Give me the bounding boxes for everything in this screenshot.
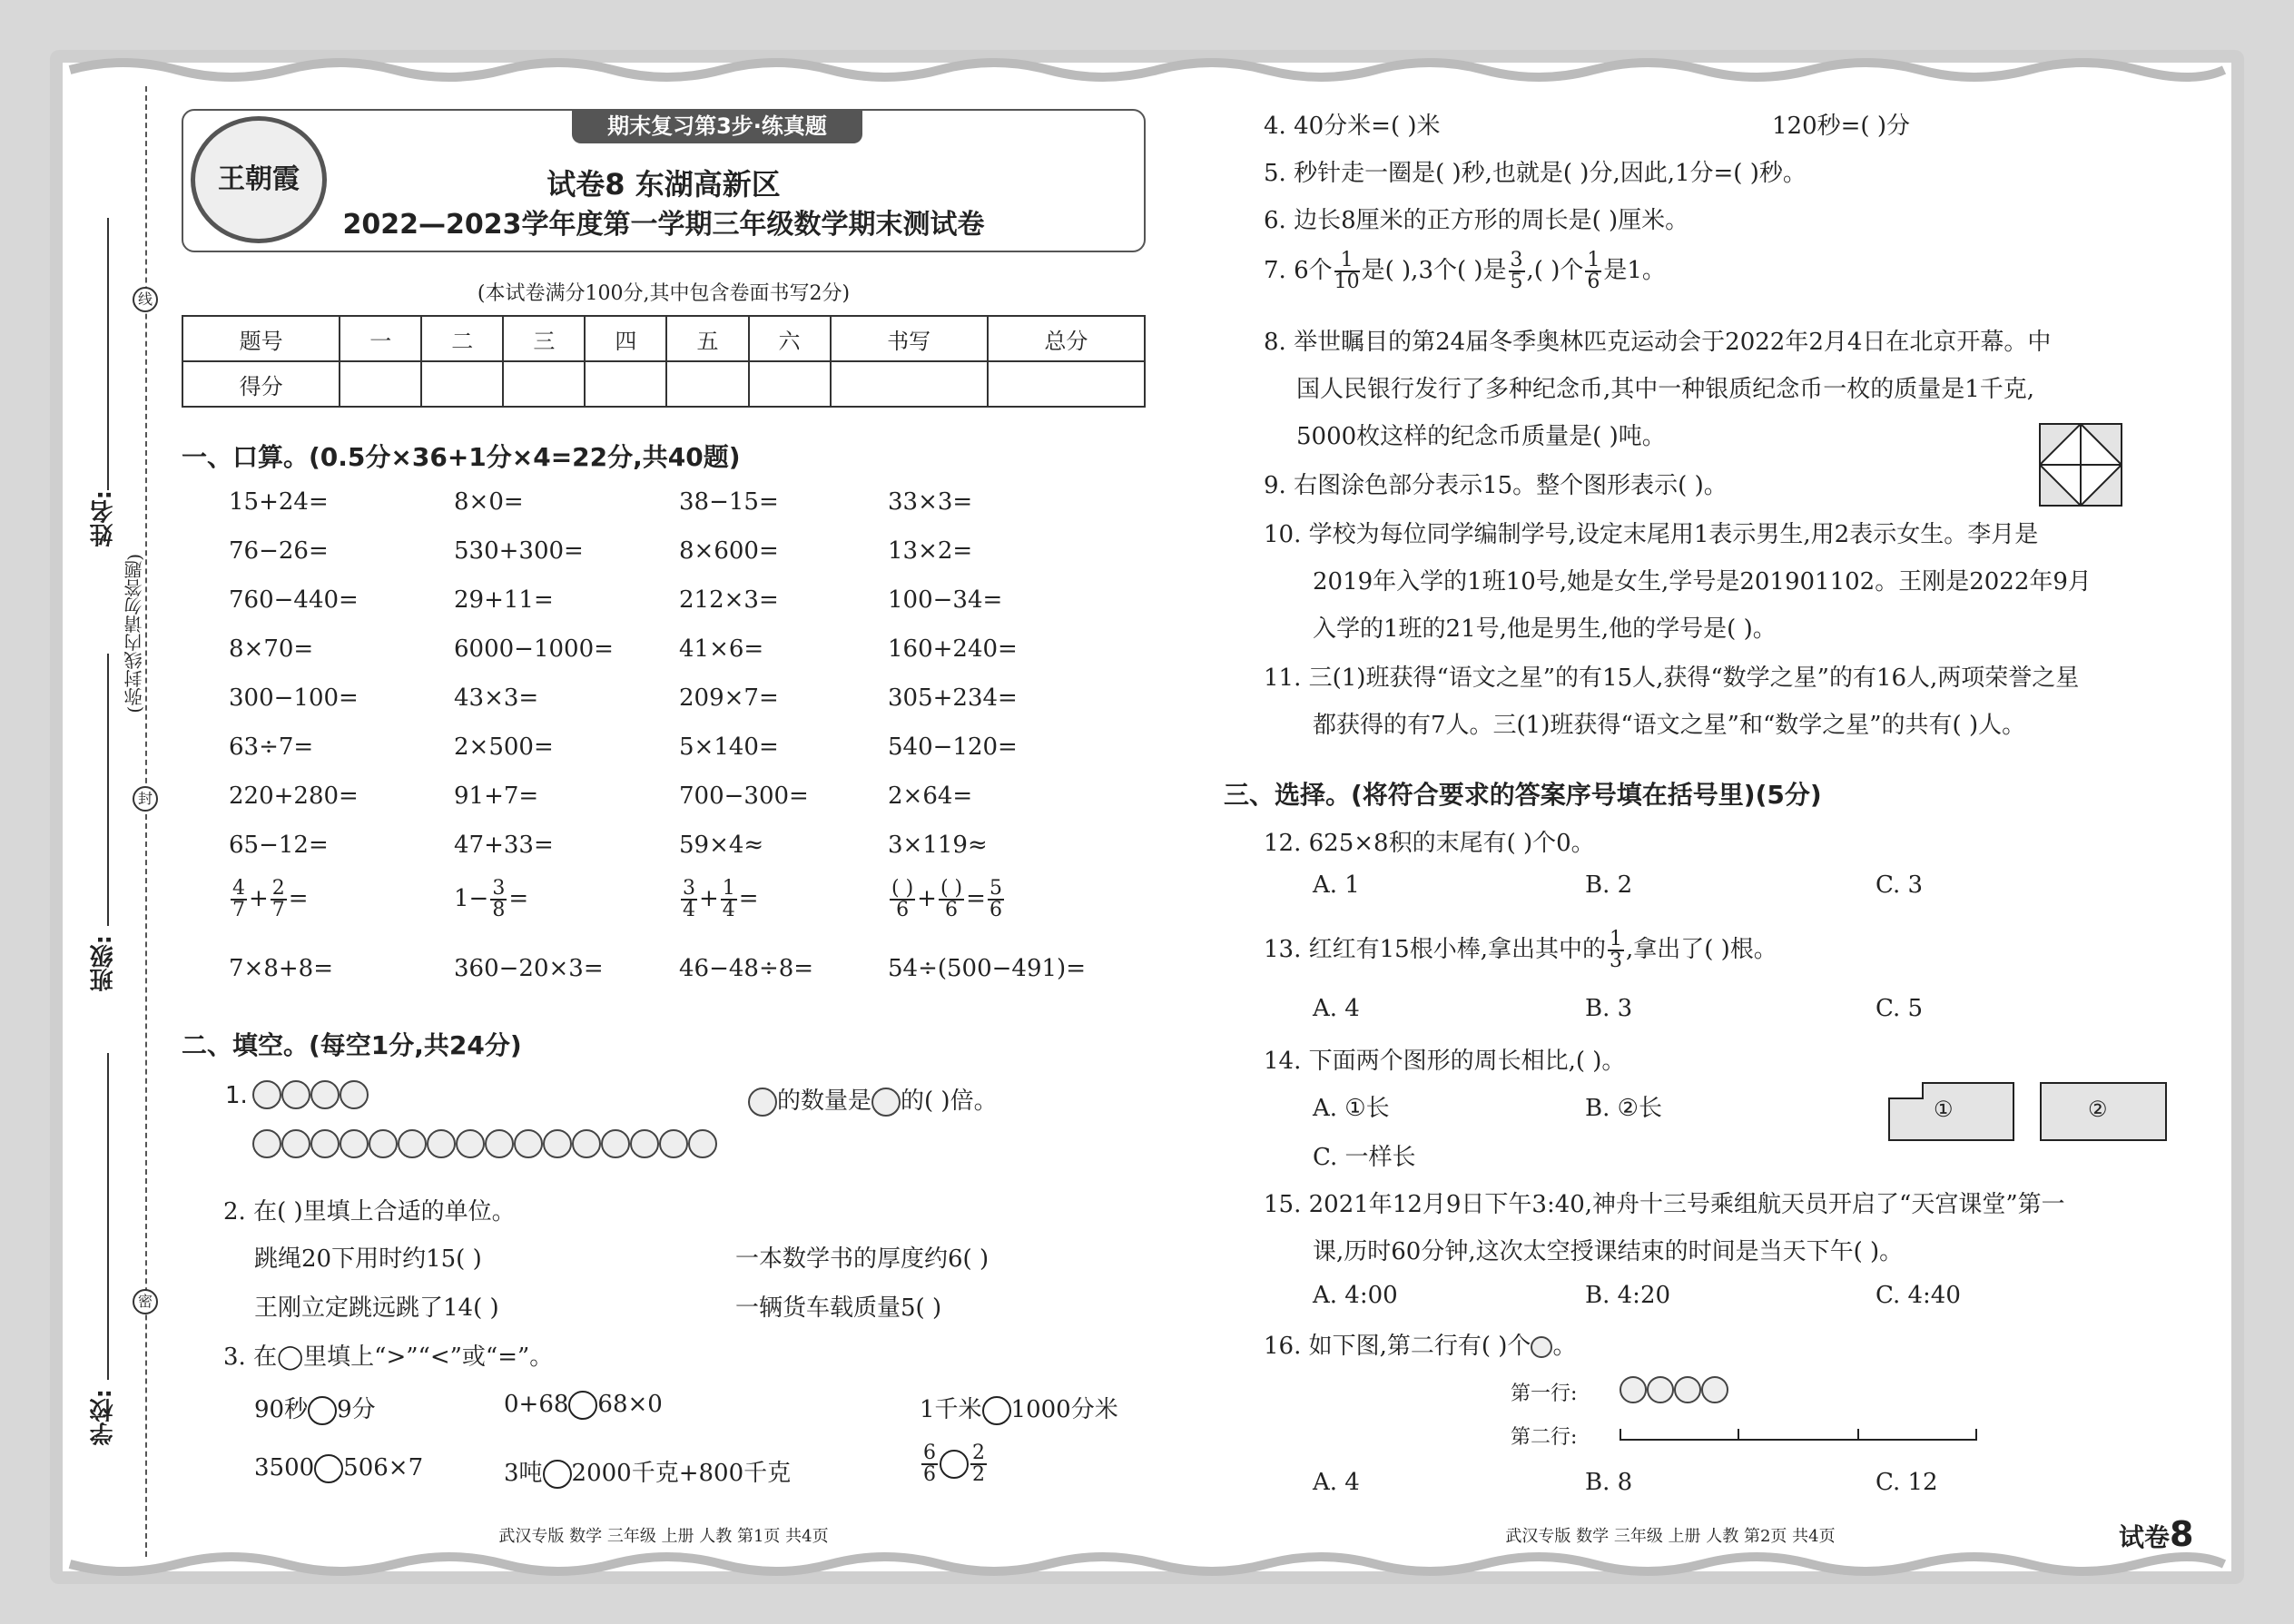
q4-b: 120秒=( )分 xyxy=(1772,113,1910,140)
calc-item: 540−120= xyxy=(888,733,1018,761)
q1-text-a: 的数量是 xyxy=(777,1088,872,1115)
small-circle-icon xyxy=(1531,1336,1552,1358)
pear-icon xyxy=(427,1129,456,1158)
score-col: 二 xyxy=(421,316,503,361)
q13-option-a[interactable]: A. 4 xyxy=(1313,995,1360,1022)
q13-option-c[interactable]: C. 5 xyxy=(1876,995,1924,1022)
calc-item: 13×2= xyxy=(888,537,973,565)
q16-text: 16. 如下图,第二行有( )个 xyxy=(1264,1333,1531,1360)
compare-circle[interactable] xyxy=(940,1450,969,1479)
score-col: 书写 xyxy=(831,316,988,361)
row2-label: 第二行: xyxy=(1511,1426,1578,1449)
calc-item: 220+280= xyxy=(229,782,359,810)
banner: 期末复习第3步·练真题 xyxy=(572,109,862,143)
score-row-label: 得分 xyxy=(182,361,340,407)
score-cell[interactable] xyxy=(585,361,666,407)
calc-item: 300−100= xyxy=(229,684,359,712)
compare-circle[interactable] xyxy=(568,1391,597,1420)
q8-line1: 8. 举世瞩目的第24届冬季奥林匹克运动会于2022年2月4日在北京开幕。中 xyxy=(1264,329,2052,356)
calc-text: 1− xyxy=(454,885,489,912)
q3-right: 68×0 xyxy=(597,1391,663,1418)
score-cell[interactable] xyxy=(988,361,1145,407)
frac-den: 4 xyxy=(722,899,735,921)
frac-den: 5 xyxy=(1510,271,1523,293)
pear-row xyxy=(252,1129,717,1158)
q3-right: 9分 xyxy=(337,1396,376,1423)
mi-tag: 密 xyxy=(133,1289,158,1314)
score-cell[interactable] xyxy=(666,361,748,407)
fraction-row-3: $\frac{3}{4}$ + $\frac{1}{4}$ = xyxy=(683,877,759,921)
q3-f xyxy=(920,1443,989,1485)
pear-icon xyxy=(456,1129,485,1158)
frac-den: 4 xyxy=(683,899,695,921)
q2-d: 一辆货车载质量5( ) xyxy=(735,1294,942,1322)
q1-text-b: 的( )倍。 xyxy=(901,1088,998,1115)
logo: 王朝霞 xyxy=(191,116,327,243)
q16-option-a[interactable]: A. 4 xyxy=(1313,1469,1360,1496)
q3-c xyxy=(920,1391,1118,1425)
frac-den: 10 xyxy=(1334,271,1360,293)
section3-title: 三、选择。(将符合要求的答案序号填在括号里)(5分) xyxy=(1224,780,1822,810)
frac-num[interactable]: ( ) xyxy=(891,877,914,900)
fraction-row-2: 1− $\frac{3}{8}$ = xyxy=(454,877,529,921)
row1-circles xyxy=(1620,1376,1728,1403)
calc-last-1: 7×8+8= xyxy=(229,955,333,982)
line-tag: 线 xyxy=(133,287,158,312)
apple-row xyxy=(252,1080,369,1109)
pear-icon xyxy=(252,1129,281,1158)
calc-item: 43×3= xyxy=(454,684,539,712)
frac-num: 2 xyxy=(271,877,285,900)
q13 xyxy=(1264,930,1777,971)
calc-item: 160+240= xyxy=(888,635,1018,663)
calc-item: 212×3= xyxy=(679,586,779,614)
calc-item: 8×600= xyxy=(679,537,779,565)
frac-num: 3 xyxy=(1510,249,1523,271)
score-cell[interactable] xyxy=(749,361,831,407)
q7-d: 是1。 xyxy=(1603,257,1666,284)
q3-left: 90秒 xyxy=(254,1396,309,1423)
q12: 12. 625×8积的末尾有( )个0。 xyxy=(1264,830,1595,857)
q13-a: 13. 红红有15根小棒,拿出其中的 xyxy=(1264,936,1606,963)
score-col: 一 xyxy=(340,316,421,361)
frac-den: 6 xyxy=(945,899,959,921)
section2-title: 二、填空。(每空1分,共24分) xyxy=(182,1030,522,1060)
calc-last-2: 360−20×3= xyxy=(454,955,604,982)
q3-left: 0+68 xyxy=(504,1391,569,1418)
q8-line2: 国人民银行发行了多种纪念币,其中一种银质纪念币一枚的质量是1千克, xyxy=(1296,376,2035,403)
apple-icon xyxy=(340,1080,369,1109)
pear-icon xyxy=(398,1129,427,1158)
calc-item: 63÷7= xyxy=(229,733,314,761)
name-label: 姓名: xyxy=(90,490,117,547)
small-circle-icon xyxy=(1674,1376,1701,1403)
calc-item: 3×119≈ xyxy=(888,832,988,859)
q16-option-b[interactable]: B. 8 xyxy=(1585,1469,1633,1496)
pear-icon xyxy=(630,1129,659,1158)
seal-tag: 封 xyxy=(133,786,158,812)
perimeter-shapes-figure xyxy=(1888,1082,2170,1142)
calc-item: 2×64= xyxy=(888,782,973,810)
frac-num: 6 xyxy=(923,1442,936,1464)
pear-icon xyxy=(659,1129,688,1158)
q3-left: 1千米 xyxy=(920,1396,982,1423)
frac-den: 6 xyxy=(896,899,910,921)
row1-label: 第一行: xyxy=(1511,1383,1578,1405)
fraction-row: $\frac{4}{7}$ + $\frac{2}{7}$ = xyxy=(232,877,309,921)
q3-right: 2000千克+800千克 xyxy=(571,1460,792,1487)
q3-right: 506×7 xyxy=(343,1454,424,1481)
calc-item: 8×70= xyxy=(229,635,314,663)
q1-number: 1. xyxy=(225,1082,248,1109)
pear-icon xyxy=(601,1129,630,1158)
small-circle-icon xyxy=(1701,1376,1728,1403)
calc-item: 700−300= xyxy=(679,782,809,810)
calc-item: 305+234= xyxy=(888,684,1018,712)
calc-item: 76−26= xyxy=(229,537,329,565)
frac-den: 7 xyxy=(271,899,285,921)
calc-item: 760−440= xyxy=(229,586,359,614)
score-header-row xyxy=(182,316,1145,361)
frac-num: 1 xyxy=(1609,928,1622,950)
shaded-square-figure xyxy=(2039,423,2122,507)
score-cell[interactable] xyxy=(340,361,421,407)
section1-title: 一、口算。(0.5分×36+1分×4=22分,共40题) xyxy=(182,442,741,472)
calc-item: 6000−1000= xyxy=(454,635,614,663)
q4-a: 4. 40分米=( )米 xyxy=(1264,113,1441,140)
calc-last-4: 54÷(500−491)= xyxy=(888,955,1086,982)
q7-a: 7. 6个 xyxy=(1264,257,1333,284)
compare-circle[interactable] xyxy=(314,1454,343,1483)
frac-den: 2 xyxy=(972,1463,985,1486)
q15-line1: 15. 2021年12月9日下午3:40,神舟十三号乘组航天员开启了“天宫课堂”第一 xyxy=(1264,1191,2065,1218)
class-field[interactable] xyxy=(107,654,109,926)
q12-option-a[interactable]: A. 1 xyxy=(1313,871,1360,899)
frac-den: 3 xyxy=(1609,950,1622,972)
q12-option-b[interactable]: B. 2 xyxy=(1585,871,1633,899)
frac-num: 1 xyxy=(1587,249,1600,271)
calc-item: 5×140= xyxy=(679,733,779,761)
q9: 9. 右图涂色部分表示15。整个图形表示( )。 xyxy=(1264,472,1728,499)
compare-circle[interactable] xyxy=(543,1460,572,1489)
q15-option-c[interactable]: C. 4:40 xyxy=(1876,1282,1961,1309)
pear-icon xyxy=(688,1129,717,1158)
q15-option-b[interactable]: B. 4:20 xyxy=(1585,1282,1671,1309)
calc-item: 8×0= xyxy=(454,488,524,516)
q15-option-a[interactable]: A. 4:00 xyxy=(1313,1282,1398,1309)
q1-text xyxy=(748,1082,998,1117)
q3-a xyxy=(254,1391,376,1425)
frac-den: 8 xyxy=(492,899,506,921)
q14-option-b[interactable]: B. ②长 xyxy=(1585,1095,1662,1122)
score-cell[interactable] xyxy=(503,361,585,407)
apple-icon xyxy=(281,1080,310,1109)
pear-icon xyxy=(369,1129,398,1158)
compare-circle[interactable] xyxy=(308,1396,337,1425)
q16-option-c[interactable]: C. 12 xyxy=(1876,1469,1938,1496)
score-col: 五 xyxy=(666,316,748,361)
shape-1-label: ① xyxy=(1934,1097,1954,1122)
pear-icon xyxy=(340,1129,369,1158)
calc-item: 91+7= xyxy=(454,782,539,810)
score-table xyxy=(182,315,1146,408)
score-col: 四 xyxy=(585,316,666,361)
pear-icon xyxy=(514,1129,543,1158)
frac-num: 1 xyxy=(722,877,735,900)
pear-icon xyxy=(572,1129,601,1158)
q8-line3: 5000枚这样的纪念币质量是( )吨。 xyxy=(1296,423,1666,450)
frac-den: 6 xyxy=(1587,271,1600,293)
q3: 3. 在◯里填上“>”“<”或“=”。 xyxy=(223,1343,554,1371)
pear-icon xyxy=(748,1088,777,1117)
page-subtitle: 2022—2023学年度第一学期三年级数学期末测试卷 xyxy=(342,209,985,241)
score-col: 六 xyxy=(749,316,831,361)
q5: 5. 秒针走一圈是( )秒,也就是( )分,因此,1分=( )秒。 xyxy=(1264,160,1807,187)
calc-item: 100−34= xyxy=(888,586,1003,614)
fraction-row-4: $\frac{( )}{6}$ + $\frac{( )}{6}$ = $\frac{5}{6}$ xyxy=(891,877,1002,921)
calc-item: 33×3= xyxy=(888,488,973,516)
class-label: 班级: xyxy=(90,935,117,992)
frac-num: 5 xyxy=(989,877,1002,900)
small-circle-icon xyxy=(1647,1376,1674,1403)
q3-d xyxy=(254,1454,423,1483)
school-label: 学校: xyxy=(90,1389,117,1446)
q10-line2: 2019年入学的1班10号,她是女生,学号是201901102。王刚是2022年9月 xyxy=(1313,568,2092,595)
calc-item: 530+300= xyxy=(454,537,584,565)
q3-left: 3500 xyxy=(254,1454,315,1481)
frac-num: 3 xyxy=(683,877,695,900)
frac-num[interactable]: ( ) xyxy=(940,877,963,900)
footer-right: 武汉专版 数学 三年级 上册 人教 第2页 共4页 xyxy=(1505,1527,1836,1546)
frac-den: 7 xyxy=(232,899,245,921)
calc-item: 209×7= xyxy=(679,684,779,712)
q16-end: 。 xyxy=(1552,1333,1577,1360)
exam-note: (本试卷满分100分,其中包含卷面书写2分) xyxy=(477,282,851,305)
calc-item: 47+33= xyxy=(454,832,554,859)
no-answer-warning: (弥封线内请勿答题) xyxy=(123,554,145,714)
q12-option-c[interactable]: C. 3 xyxy=(1876,871,1924,899)
q14-option-c[interactable]: C. 一样长 xyxy=(1313,1144,1416,1171)
q13-b: ,拿出了( )根。 xyxy=(1625,936,1777,963)
footer-left: 武汉专版 数学 三年级 上册 人教 第1页 共4页 xyxy=(498,1527,829,1546)
calc-item: 29+11= xyxy=(454,586,554,614)
score-cell[interactable] xyxy=(831,361,988,407)
name-field[interactable] xyxy=(107,218,109,490)
badge-label: 试卷 xyxy=(2119,1522,2171,1552)
score-cell[interactable] xyxy=(421,361,503,407)
frac-num: 1 xyxy=(1334,251,1360,272)
q16 xyxy=(1264,1327,1576,1361)
q7-b: 是( ),3个( )是 xyxy=(1361,257,1507,284)
calc-item: 41×6= xyxy=(679,635,764,663)
paper-badge xyxy=(2119,1514,2193,1554)
q7 xyxy=(1264,251,1666,292)
q3-b xyxy=(504,1391,663,1420)
frac-den: 6 xyxy=(923,1463,936,1486)
score-col: 三 xyxy=(503,316,585,361)
calc-item: 38−15= xyxy=(679,488,779,516)
frac-num: 4 xyxy=(232,877,245,900)
shape-2-label: ② xyxy=(2088,1097,2108,1122)
frac-num: 2 xyxy=(972,1442,985,1464)
q3-right: 1000分米 xyxy=(1010,1396,1118,1423)
school-field[interactable] xyxy=(107,1053,109,1380)
score-col: 总分 xyxy=(988,316,1145,361)
small-circle-icon xyxy=(1620,1376,1647,1403)
q10-line3: 入学的1班的21号,他是男生,他的学号是( )。 xyxy=(1313,615,1777,643)
pear-icon xyxy=(310,1129,340,1158)
row2-line-figure xyxy=(1620,1427,1979,1443)
q2-c: 王刚立定跳远跳了14( ) xyxy=(254,1294,499,1322)
q3-e xyxy=(504,1454,791,1489)
badge-number: 8 xyxy=(2170,1514,2194,1554)
q2: 2. 在( )里填上合适的单位。 xyxy=(223,1198,516,1225)
q15-line2: 课,历时60分钟,这次太空授课结束的时间是当天下午( )。 xyxy=(1313,1238,1904,1265)
calc-item: 15+24= xyxy=(229,488,329,516)
compare-circle[interactable] xyxy=(982,1396,1011,1425)
q13-option-b[interactable]: B. 3 xyxy=(1585,995,1633,1022)
page-title: 试卷8 东湖高新区 xyxy=(546,167,781,202)
score-row xyxy=(182,361,1145,407)
apple-icon xyxy=(310,1080,340,1109)
q14-option-a[interactable]: A. ①长 xyxy=(1313,1095,1390,1122)
q10-line1: 10. 学校为每位同学编制学号,设定末尾用1表示男生,用2表示女生。李月是 xyxy=(1264,521,2039,548)
q6: 6. 边长8厘米的正方形的周长是( )厘米。 xyxy=(1264,207,1689,234)
calc-item: 59×4≈ xyxy=(679,832,764,859)
calc-item: 2×500= xyxy=(454,733,554,761)
q2-a: 跳绳20下用时约15( ) xyxy=(254,1245,482,1273)
pear-icon xyxy=(485,1129,514,1158)
pear-icon xyxy=(543,1129,572,1158)
q3-left: 3吨 xyxy=(504,1460,543,1487)
frac-den: 6 xyxy=(989,899,1002,921)
apple-icon xyxy=(871,1088,901,1117)
apple-icon xyxy=(252,1080,281,1109)
q11-line2: 都获得的有7人。三(1)班获得“语文之星”和“数学之星”的共有( )人。 xyxy=(1313,712,2026,739)
calc-item: 65−12= xyxy=(229,832,329,859)
q14: 14. 下面两个图形的周长相比,( )。 xyxy=(1264,1048,1626,1075)
frac-num: 3 xyxy=(492,877,506,900)
score-col: 题号 xyxy=(182,316,340,361)
q11-line1: 11. 三(1)班获得“语文之星”的有15人,获得“数学之星”的有16人,两项荣誉之星 xyxy=(1264,664,2080,692)
q7-c: ,( )个 xyxy=(1526,257,1584,284)
calc-last-3: 46−48÷8= xyxy=(679,955,814,982)
pear-icon xyxy=(281,1129,310,1158)
q2-b: 一本数学书的厚度约6( ) xyxy=(735,1245,989,1273)
